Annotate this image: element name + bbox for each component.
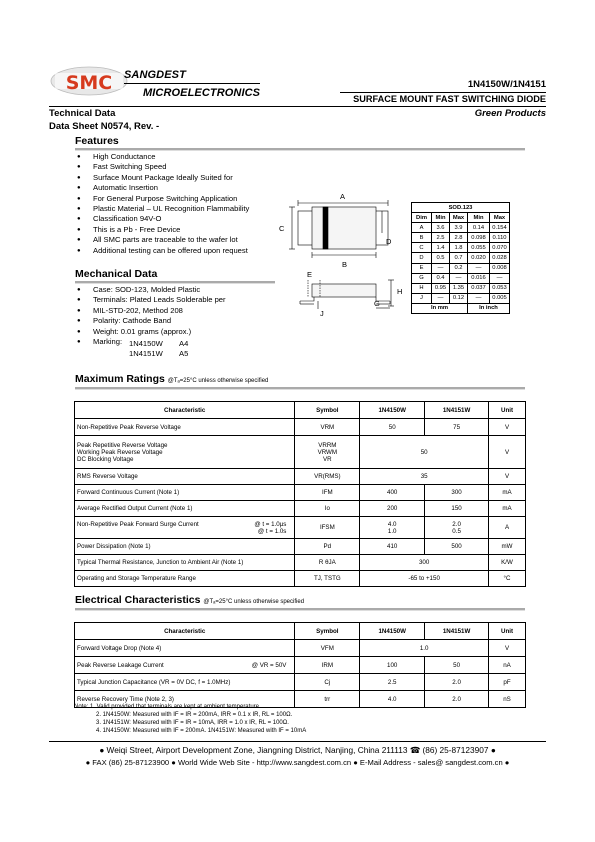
dim-table-title: SOD.123 bbox=[412, 203, 510, 213]
table-cell: °C bbox=[489, 571, 526, 587]
table-cell: 400 bbox=[360, 485, 425, 501]
electrical-title bbox=[75, 594, 304, 606]
table-row bbox=[75, 571, 526, 587]
table-row bbox=[75, 640, 526, 657]
dim-unit-mm: In mm bbox=[412, 303, 468, 313]
technical-data-label: Technical Data bbox=[49, 108, 116, 119]
dim-table-cell: 1.8 bbox=[450, 243, 468, 253]
dim-table-cell: 0.5 bbox=[432, 253, 450, 263]
table-cell: VR(RMS) bbox=[295, 469, 360, 485]
table-cell: 150 bbox=[425, 501, 489, 517]
table-cell: IFM bbox=[295, 485, 360, 501]
dim-table-row bbox=[412, 263, 510, 273]
note-line: 3. 1N4151W: Measured with IF = IR = 10mA, IRR = 1.0 x IR, RL = 100Ω. bbox=[96, 720, 289, 726]
cell-line: VRWM bbox=[317, 448, 338, 456]
electrical-rule bbox=[75, 608, 525, 611]
cell-line: Peak Repetitive Reverse Voltage bbox=[77, 441, 168, 449]
dim-table-cell: — bbox=[432, 263, 450, 273]
cell-line: VRRM bbox=[318, 441, 337, 449]
marking-part: 1N4151W bbox=[129, 349, 163, 359]
cell-line: 2.0 bbox=[452, 520, 461, 528]
company-underline bbox=[124, 83, 260, 84]
table-cell: 100 bbox=[360, 657, 425, 674]
diagram-label-g: G bbox=[374, 299, 380, 308]
table-header: 1N4151W bbox=[425, 623, 489, 640]
cell-line: 1.0 bbox=[387, 527, 397, 535]
footer-address: ● Weiqi Street, Airport Development Zone, Jiangning District, Nanjing, China 211113 ☎ (86) 25-87123907 ● bbox=[99, 745, 496, 755]
dim-table-cell: B bbox=[412, 233, 432, 243]
condition: @ t = 1.0μs bbox=[254, 520, 287, 528]
dim-table-cell: 0.070 bbox=[490, 243, 510, 253]
table-cell: Reverse Recovery Time (Note 2, 3) bbox=[75, 691, 295, 708]
table-cell: V bbox=[489, 469, 526, 485]
electrical-note: @Tₐ=25°C unless otherwise specified bbox=[203, 599, 305, 605]
header-rule-bottom bbox=[49, 106, 546, 107]
dim-table-row bbox=[412, 253, 510, 263]
dim-table-cell: H bbox=[412, 283, 432, 293]
list-item-continuation: ● Classification 94V-O bbox=[77, 214, 249, 224]
dim-table-cell: 0.110 bbox=[490, 233, 510, 243]
dim-table-cell: 0.95 bbox=[432, 283, 450, 293]
table-cell: K/W bbox=[489, 555, 526, 571]
table-cell: Pd bbox=[295, 539, 360, 555]
note-line: Note: 1. Valid provided that terminals are kept at ambient temperature. bbox=[74, 704, 261, 710]
dim-table-cell: 0.098 bbox=[468, 233, 490, 243]
table-cell: RMS Reverse Voltage bbox=[75, 469, 295, 485]
list-item: ● Plastic Material – UL Recognition Flammability bbox=[77, 204, 249, 214]
table-cell: 2.5 bbox=[360, 674, 425, 691]
dim-table-cell: 0.020 bbox=[468, 253, 490, 263]
dim-table-cell: — bbox=[468, 263, 490, 273]
dim-table-cell: 3.6 bbox=[432, 223, 450, 233]
footer-contact: ● FAX (86) 25-87123900 ● World Wide Web Site - http://www.sangdest.com.cn ● E-Mail Address - sales@ sangdest.com.cn ● bbox=[85, 758, 510, 767]
notes bbox=[74, 703, 306, 735]
table-cell: 410 bbox=[360, 539, 425, 555]
dim-table-cell: J bbox=[412, 293, 432, 303]
dim-table-cell: G bbox=[412, 273, 432, 283]
table-cell bbox=[425, 517, 489, 539]
dim-table-row bbox=[412, 283, 510, 293]
smc-logo bbox=[50, 66, 128, 96]
table-cell: 2.0 bbox=[425, 674, 489, 691]
table-header: 1N4150W bbox=[360, 623, 425, 640]
table-row bbox=[75, 436, 526, 469]
dim-table-row bbox=[412, 223, 510, 233]
max-ratings-note: @Tₐ=25°C unless otherwise specified bbox=[167, 378, 269, 384]
table-cell: 50 bbox=[360, 419, 425, 436]
cell-line: 0.5 bbox=[452, 527, 461, 535]
table-row bbox=[75, 674, 526, 691]
table-cell: pF bbox=[489, 674, 526, 691]
table-cell: 300 bbox=[360, 555, 489, 571]
list-item: ● Surface Mount Package Ideally Suited for bbox=[77, 173, 249, 183]
cell-line: Working Peak Reverse Voltage bbox=[77, 448, 163, 456]
table-cell bbox=[75, 517, 295, 539]
table-cell: 200 bbox=[360, 501, 425, 517]
diagram-label-c: C bbox=[279, 224, 285, 233]
table-cell: 35 bbox=[360, 469, 489, 485]
note-line: 4. 1N4150W: Measured with IF = 200mA. 1N4151W: Measured with IF = 10mA bbox=[96, 728, 307, 734]
condition: @ VR = 50V bbox=[251, 661, 287, 669]
table-cell: 4.0 bbox=[360, 691, 425, 708]
cell-line: Non-Repetitive Peak Forward Surge Current bbox=[77, 520, 199, 528]
max-ratings-title bbox=[75, 373, 268, 385]
dim-table-header: Max bbox=[450, 213, 468, 223]
features-title: Features bbox=[75, 135, 119, 147]
note-line: 2. 1N4150W: Measured with IF = IR = 200mA, IRR = 0.1 x IR, RL = 100Ω. bbox=[96, 712, 293, 718]
list-item: ● Case: SOD-123, Molded Plastic bbox=[77, 285, 226, 295]
table-cell: mW bbox=[489, 539, 526, 555]
dim-table-cell: C bbox=[412, 243, 432, 253]
electrical-table bbox=[74, 622, 526, 708]
dim-table-cell: 3.9 bbox=[450, 223, 468, 233]
dim-table-cell: A bbox=[412, 223, 432, 233]
marking-part: 1N4150W bbox=[129, 339, 163, 348]
table-cell: Typical Thermal Resistance, Junction to Ambient Air (Note 1) bbox=[75, 555, 295, 571]
dim-table-cell: 0.154 bbox=[490, 223, 510, 233]
table-cell: V bbox=[489, 640, 526, 657]
table-cell: mA bbox=[489, 485, 526, 501]
table-cell: trr bbox=[295, 691, 360, 708]
dim-table-row bbox=[412, 273, 510, 283]
table-cell: VFM bbox=[295, 640, 360, 657]
table-cell bbox=[360, 517, 425, 539]
dim-table-header: Dim bbox=[412, 213, 432, 223]
table-cell bbox=[75, 657, 295, 674]
electrical-title-text: Electrical Characteristics bbox=[75, 594, 201, 606]
diagram-label-d: D bbox=[386, 237, 392, 246]
dim-table-cell: 0.7 bbox=[450, 253, 468, 263]
table-header: 1N4151W bbox=[425, 402, 489, 419]
diagram-label-b: B bbox=[342, 260, 348, 269]
dim-table-body bbox=[412, 223, 510, 304]
footer-rule bbox=[49, 741, 546, 742]
dim-table-cell: — bbox=[490, 273, 510, 283]
cell-line: VR bbox=[323, 455, 332, 463]
product-subtitle: SURFACE MOUNT FAST SWITCHING DIODE bbox=[353, 94, 546, 104]
table-cell: 1.0 bbox=[360, 640, 489, 657]
dim-table-cell: 0.016 bbox=[468, 273, 490, 283]
table-cell: 50 bbox=[360, 436, 489, 469]
features-rule bbox=[75, 148, 525, 151]
table-cell: V bbox=[489, 436, 526, 469]
table-cell: A bbox=[489, 517, 526, 539]
marking-code: A4 bbox=[179, 339, 189, 348]
list-item-continuation: ● Automatic Insertion bbox=[77, 183, 249, 193]
table-header: Unit bbox=[489, 623, 526, 640]
table-cell: Typical Junction Capacitance (VR = 0V DC, f = 1.0MHz) bbox=[75, 674, 295, 691]
diagram-label-a: A bbox=[340, 192, 346, 201]
dim-table-cell: 0.008 bbox=[490, 263, 510, 273]
list-item: ● Terminals: Plated Leads Solderable per bbox=[77, 295, 226, 305]
table-header: Symbol bbox=[295, 402, 360, 419]
company-name-line2: MICROELECTRONICS bbox=[143, 87, 261, 99]
diagram-label-h: H bbox=[397, 287, 403, 296]
table-cell: nA bbox=[489, 657, 526, 674]
list-item: ● Fast Switching Speed bbox=[77, 162, 249, 172]
dim-table-cell: 0.005 bbox=[490, 293, 510, 303]
table-cell: Non-Repetitive Peak Reverse Voltage bbox=[75, 419, 295, 436]
table-row bbox=[75, 419, 526, 436]
table-cell: mA bbox=[489, 501, 526, 517]
data-sheet-number: Data Sheet N0574, Rev. - bbox=[49, 121, 160, 132]
table-cell: VRM bbox=[295, 419, 360, 436]
header-rule bbox=[340, 92, 546, 93]
table-cell: Io bbox=[295, 501, 360, 517]
table-cell: nS bbox=[489, 691, 526, 708]
dim-table-row bbox=[412, 233, 510, 243]
table-header: 1N4150W bbox=[360, 402, 425, 419]
mechanical-rule bbox=[75, 281, 275, 284]
mechanical-title: Mechanical Data bbox=[75, 268, 158, 280]
cell-line: 4.0 bbox=[387, 520, 397, 528]
cell-line: Peak Reverse Leakage Current bbox=[77, 661, 164, 669]
table-cell bbox=[75, 436, 295, 469]
dim-table-cell: E bbox=[412, 263, 432, 273]
table-cell: 2.0 bbox=[425, 691, 489, 708]
table-cell: Average Rectified Output Current (Note 1) bbox=[75, 501, 295, 517]
table-row bbox=[75, 657, 526, 674]
table-cell: Operating and Storage Temperature Range bbox=[75, 571, 295, 587]
max-ratings-table bbox=[74, 401, 526, 587]
table-cell: -65 to +150 bbox=[360, 571, 489, 587]
dim-table-header: Min bbox=[468, 213, 490, 223]
dim-table-cell: — bbox=[450, 273, 468, 283]
table-cell: TJ, TSTG bbox=[295, 571, 360, 587]
table-row bbox=[75, 539, 526, 555]
list-item: ● Weight: 0.01 grams (approx.) bbox=[77, 327, 226, 337]
marking-codes bbox=[129, 339, 188, 360]
dim-table-cell: 0.055 bbox=[468, 243, 490, 253]
table-row bbox=[75, 517, 526, 539]
dim-table-cell: 0.028 bbox=[490, 253, 510, 263]
dim-table-cell: — bbox=[468, 293, 490, 303]
dim-table-cell: 1.35 bbox=[450, 283, 468, 293]
table-row bbox=[75, 485, 526, 501]
table-cell: IFSM bbox=[295, 517, 360, 539]
table-cell: Power Dissipation (Note 1) bbox=[75, 539, 295, 555]
table-cell: R θJA bbox=[295, 555, 360, 571]
table-header: Characteristic bbox=[75, 623, 295, 640]
list-item: ● All SMC parts are traceable to the wafer lot bbox=[77, 235, 249, 245]
table-cell: IRM bbox=[295, 657, 360, 674]
list-item: ● This is a Pb - Free Device bbox=[77, 225, 249, 235]
table-row bbox=[75, 555, 526, 571]
table-cell: Forward Continuous Current (Note 1) bbox=[75, 485, 295, 501]
diagram-label-j: J bbox=[320, 309, 324, 316]
list-item-continuation: ● MIL-STD-202, Method 208 bbox=[77, 306, 226, 316]
list-item: ● For General Purpose Switching Application bbox=[77, 194, 249, 204]
table-header: Characteristic bbox=[75, 402, 295, 419]
dim-table-cell: D bbox=[412, 253, 432, 263]
green-products-label: Green Products bbox=[474, 108, 546, 119]
dim-table-cell: 0.2 bbox=[450, 263, 468, 273]
part-numbers: 1N4150W/1N4151 bbox=[467, 79, 546, 90]
list-item: ● Additional testing can be offered upon request bbox=[77, 246, 249, 256]
max-ratings-rule bbox=[75, 387, 525, 390]
table-cell: 500 bbox=[425, 539, 489, 555]
dim-table-cell: 1.4 bbox=[432, 243, 450, 253]
dim-table-cell: 0.4 bbox=[432, 273, 450, 283]
table-cell: 75 bbox=[425, 419, 489, 436]
svg-text:SMC: SMC bbox=[65, 72, 113, 94]
table-cell bbox=[295, 436, 360, 469]
marking-code: A5 bbox=[179, 349, 189, 359]
dim-table-row bbox=[412, 243, 510, 253]
list-item: ● High Conductance bbox=[77, 152, 249, 162]
dim-table-cell: 0.12 bbox=[450, 293, 468, 303]
dim-table-cell: 2.8 bbox=[450, 233, 468, 243]
table-row bbox=[75, 501, 526, 517]
package-outline-diagram bbox=[278, 188, 406, 316]
table-cell: Cj bbox=[295, 674, 360, 691]
dim-table-cell: — bbox=[432, 293, 450, 303]
dimension-table bbox=[411, 202, 510, 314]
features-list bbox=[77, 152, 249, 256]
table-cell: 50 bbox=[425, 657, 489, 674]
dim-table-cell: 0.14 bbox=[468, 223, 490, 233]
dim-table-cell: 2.5 bbox=[432, 233, 450, 243]
company-name-line1: SANGDEST bbox=[124, 69, 186, 81]
condition: @ t = 1.0s bbox=[257, 527, 287, 535]
dim-table-row bbox=[412, 293, 510, 303]
dim-table-header: Min bbox=[432, 213, 450, 223]
dim-unit-inch: In inch bbox=[468, 303, 510, 313]
diagram-label-e: E bbox=[307, 270, 313, 279]
table-header: Symbol bbox=[295, 623, 360, 640]
list-item: ● Polarity: Cathode Band bbox=[77, 316, 226, 326]
dim-table-cell: 0.053 bbox=[490, 283, 510, 293]
table-header: Unit bbox=[489, 402, 526, 419]
cell-line: DC Blocking Voltage bbox=[77, 455, 134, 463]
table-cell: Forward Voltage Drop (Note 4) bbox=[75, 640, 295, 657]
dim-table-header: Max bbox=[490, 213, 510, 223]
dim-table-cell: 0.037 bbox=[468, 283, 490, 293]
table-row bbox=[75, 469, 526, 485]
table-cell: V bbox=[489, 419, 526, 436]
max-ratings-title-text: Maximum Ratings bbox=[75, 373, 165, 385]
table-cell: 300 bbox=[425, 485, 489, 501]
list-item: ● Marking: bbox=[77, 337, 226, 347]
